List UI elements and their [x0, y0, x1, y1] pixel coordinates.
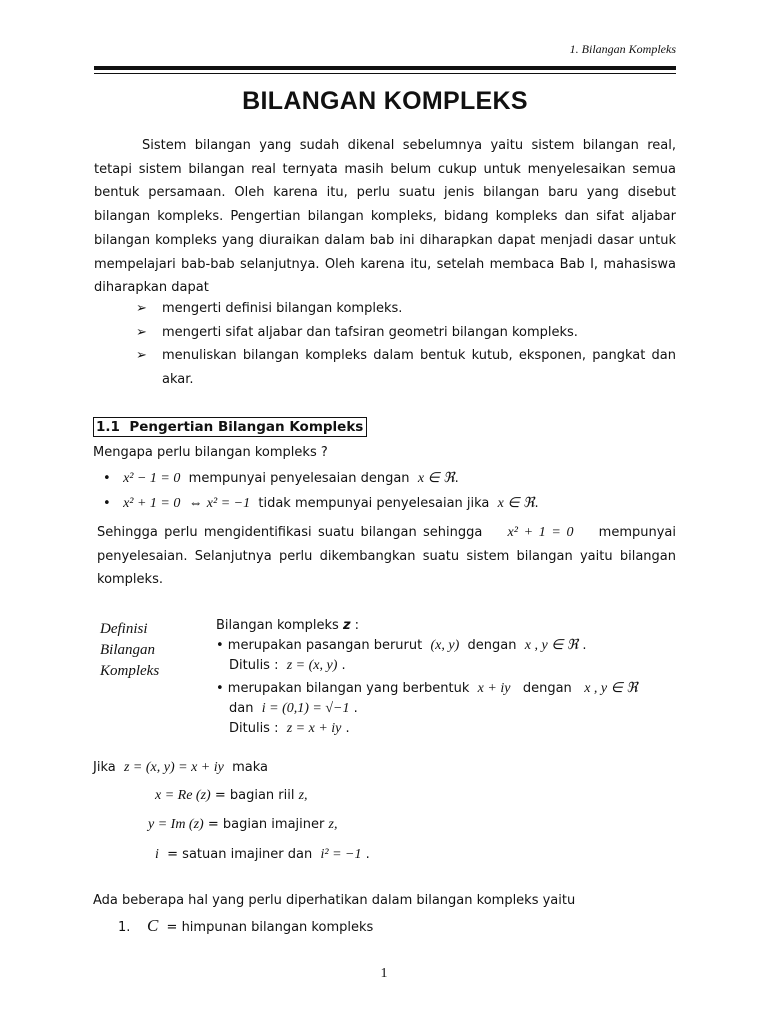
definition-written-2: Ditulis : z = x + iy . — [229, 721, 350, 736]
definition-head: Bilangan kompleks z : — [216, 618, 360, 633]
definition-item-2: • merupakan bilangan yang berbentuk x + iy dengan x , y ∈ ℜ — [216, 681, 638, 696]
objective-item: ➢ menuliskan bilangan kompleks dalam bentuk kutub, eksponen, pangkat dan akar. — [136, 344, 676, 391]
definition-i-def: dan i = (0,1) = √−1 . — [229, 701, 358, 716]
note-line: Ada beberapa hal yang perlu diperhatikan dalam bilangan kompleks yaitu — [93, 893, 576, 908]
list-item-1: 1. C = himpunan bilangan kompleks — [118, 916, 374, 935]
objectives-list — [136, 297, 676, 391]
intro-paragraph: Sistem bilangan yang sudah dikenal sebelumnya yaitu sistem bilangan real, tetapi sistem bilangan real ternyata masih belum cukup untuk menyelesaikan semua bentuk persamaan. Oleh karena itu, perlu suatu jenis bilangan baru yang disebut bilangan kompleks. Pengertian bilangan kompleks, bidang kompleks dan sifat aljabar bilangan kompleks yang diuraikan dalam bab ini diharapkan dapat menjadi dasar untuk mempelajari bab-bab selanjutnya. Oleh karena itu, setelah membaca Bab I, mahasiswa diharapkan dapat — [94, 138, 676, 296]
definition-item-1: • merupakan pasangan berurut (x, y) dengan x , y ∈ ℜ . — [216, 638, 587, 653]
why-question: Mengapa perlu bilangan kompleks ? — [93, 445, 328, 460]
running-header: 1. Bilangan Kompleks — [569, 42, 676, 56]
motivation-paragraph: Sehingga perlu mengidentifikasi suatu bilangan sehingga x² + 1 = 0 mempunyai penyelesaian. Selanjutnya perlu dikembangkan suatu sistem bilangan yaitu bilangan kompleks. — [97, 525, 676, 588]
definition-term: Definisi Bilangan Kompleks — [100, 621, 160, 679]
section-heading — [93, 417, 367, 437]
page-number: 1 — [380, 966, 388, 981]
section-title: Pengertian Bilangan Kompleks — [129, 419, 364, 435]
arrowhead-bullet-icon: ➢ — [136, 348, 147, 363]
section-number: 1.1 — [96, 419, 120, 435]
header-rule-thin — [94, 73, 676, 74]
bullet-eq-2: • x² + 1 = 0 ⇔ x² = −1 tidak mempunyai penyelesaian jika x ∈ ℜ. — [103, 496, 539, 511]
definition-written-1: Ditulis : z = (x, y) . — [229, 658, 346, 673]
imag-unit-line: i = satuan imajiner dan i² = −1 . — [155, 847, 370, 862]
objective-item: ➢ mengerti definisi bilangan kompleks. — [136, 297, 676, 321]
imag-part-line: y = Im (z) = bagian imajiner z, — [148, 817, 338, 832]
objective-item: ➢ mengerti sifat aljabar dan tafsiran geometri bilangan kompleks. — [136, 321, 676, 345]
bullet-dot-icon: • — [103, 471, 111, 486]
arrowhead-bullet-icon: ➢ — [136, 324, 147, 340]
real-part-line: x = Re (z) = bagian riil z, — [155, 788, 308, 803]
arrowhead-bullet-icon: ➢ — [136, 301, 147, 316]
bullet-eq-1: • x² − 1 = 0 mempunyai penyelesaian dengan x ∈ ℜ. — [103, 471, 459, 486]
bullet-dot-icon: • — [103, 496, 111, 511]
chapter-title: BILANGAN KOMPLEKS — [242, 87, 528, 115]
jika-line: Jika z = (x, y) = x + iy maka — [93, 760, 269, 775]
header-rule-thick — [94, 66, 676, 70]
